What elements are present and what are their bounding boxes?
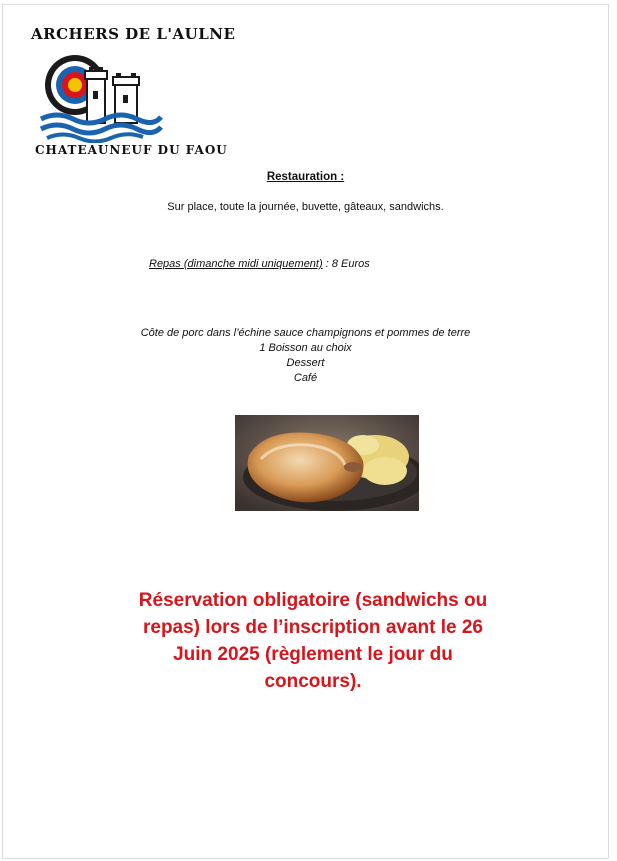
menu-item: 1 Boisson au choix bbox=[259, 342, 352, 354]
logo-bottom-text: CHATEAUNEUF DU FAOU bbox=[35, 143, 228, 157]
menu-item: Dessert bbox=[286, 357, 325, 369]
logo-top-text: ARCHERS DE L'AULNE bbox=[31, 25, 236, 43]
reservation-notice: Réservation obligatoire (sandwichs ou repas) lors de l’inscription avant le 26 Juin 2025 (règlement le jour du concours). bbox=[138, 590, 488, 692]
meal-price: : 8 Euros bbox=[322, 258, 370, 270]
meal-label: Repas (dimanche midi uniquement) bbox=[149, 258, 323, 270]
archery-club-logo bbox=[37, 47, 165, 143]
meal-price-line bbox=[149, 258, 370, 270]
menu-item: Côte de porc dans l’échine sauce champignons et pommes de terre bbox=[140, 327, 471, 339]
onsite-food-text: Sur place, toute la journée, buvette, gâteaux, sandwichs. bbox=[167, 201, 444, 213]
section-heading: Restauration : bbox=[266, 171, 345, 183]
pork-chop-photo bbox=[235, 415, 419, 511]
document-page bbox=[2, 4, 609, 859]
menu-item: Café bbox=[293, 372, 318, 384]
